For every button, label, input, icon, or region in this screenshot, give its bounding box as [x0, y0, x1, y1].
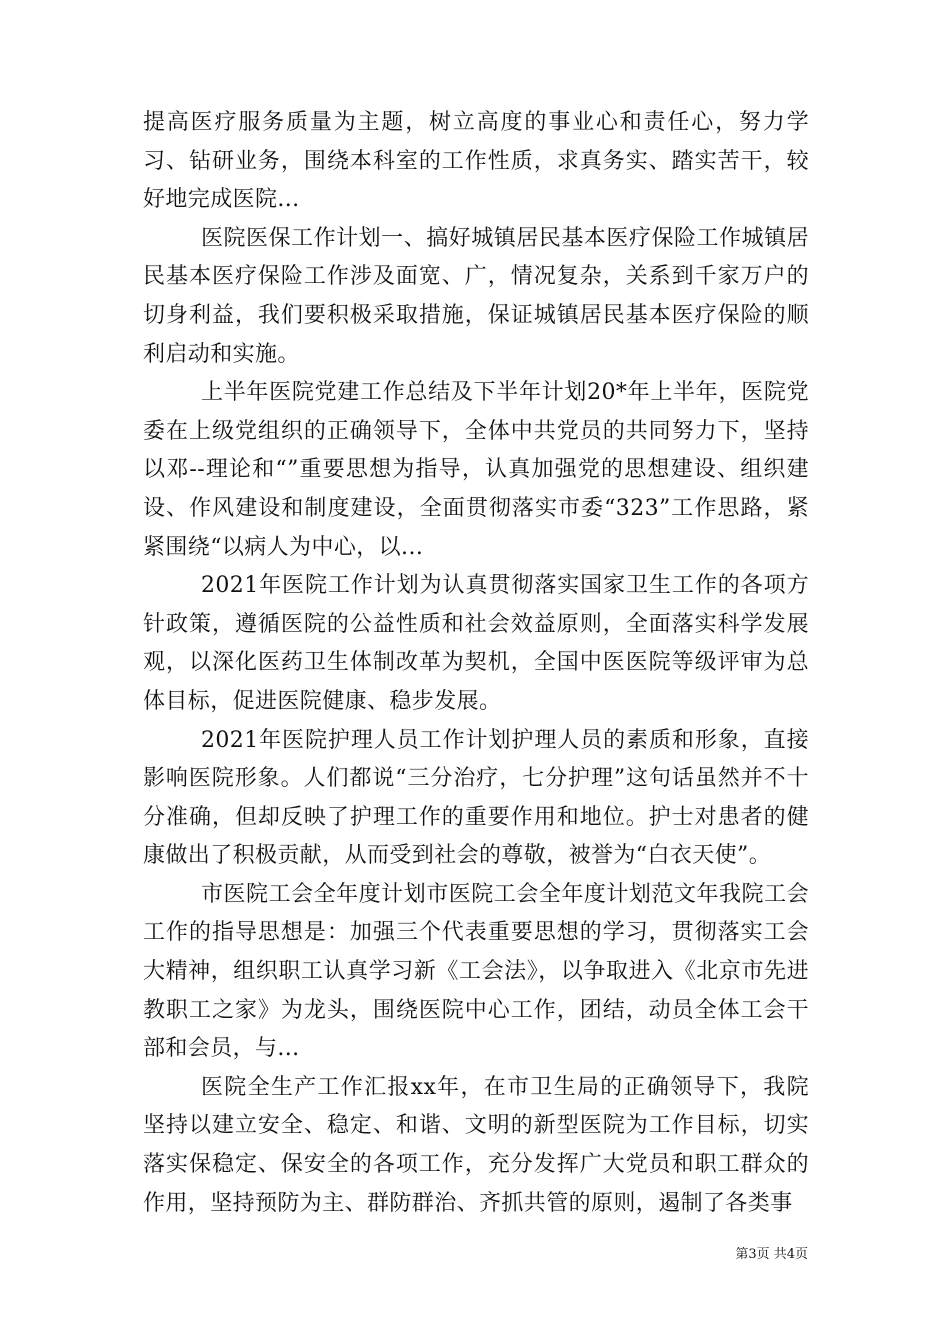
- paragraph-5: 2021年医院护理人员工作计划护理人员的素质和形象，直接影响医院形象。人们都说“三分治疗，七分护理”这句话虽然并不十分准确，但却反映了护理工作的重要作用和地位。护士对患者的健康做出了积极贡献，从而受到社会的尊敬，被誉为“白衣天使”。: [143, 727, 809, 869]
- document-body: [143, 104, 809, 1223]
- page-number-footer: 第3页 共4页: [735, 1247, 808, 1262]
- paragraph-7: 医院全生产工作汇报xx年，在市卫生局的正确领导下，我院坚持以建立安全、稳定、和谐、文明的新型医院为工作目标，切实落实保稳定、保安全的各项工作，充分发挥广大党员和职工群众的作用，坚持预防为主、群防群治、齐抓共管的原则，遏制了各类事: [143, 1074, 809, 1216]
- paragraph-2: 医院医保工作计划一、搞好城镇居民基本医疗保险工作城镇居民基本医疗保险工作涉及面宽、广，情况复杂，关系到千家万户的切身利益，我们要积极采取措施，保证城镇居民基本医疗保险的顺利启动和实施。: [143, 225, 809, 367]
- paragraph-6: 市医院工会全年度计划市医院工会全年度计划范文年我院工会工作的指导思想是：加强三个代表重要思想的学习，贯彻落实工会大精神，组织职工认真学习新《工会法》，以争取进入《北京市先进教职工之家》为龙头，围绕医院中心工作，团结，动员全体工会干部和会员，与...: [143, 881, 809, 1062]
- paragraph-4: 2021年医院工作计划为认真贯彻落实国家卫生工作的各项方针政策，遵循医院的公益性质和社会效益原则，全面落实科学发展观，以深化医药卫生体制改革为契机，全国中医医院等级评审为总体目标，促进医院健康、稳步发展。: [143, 573, 809, 714]
- paragraph-3: 上半年医院党建工作总结及下半年计划20*年上半年，医院党委在上级党组织的正确领导下，全体中共党员的共同努力下，坚持以邓--理论和“”重要思想为指导，认真加强党的思想建设、组织建设、作风建设和制度建设，全面贯彻落实市委“323”工作思路，紧紧围绕“以病人为中心，以...: [143, 380, 809, 560]
- paragraph-1: 提高医疗服务质量为主题，树立高度的事业心和责任心，努力学习、钻研业务，围绕本科室的工作性质，求真务实、踏实苦干，较好地完成医院...: [143, 110, 809, 213]
